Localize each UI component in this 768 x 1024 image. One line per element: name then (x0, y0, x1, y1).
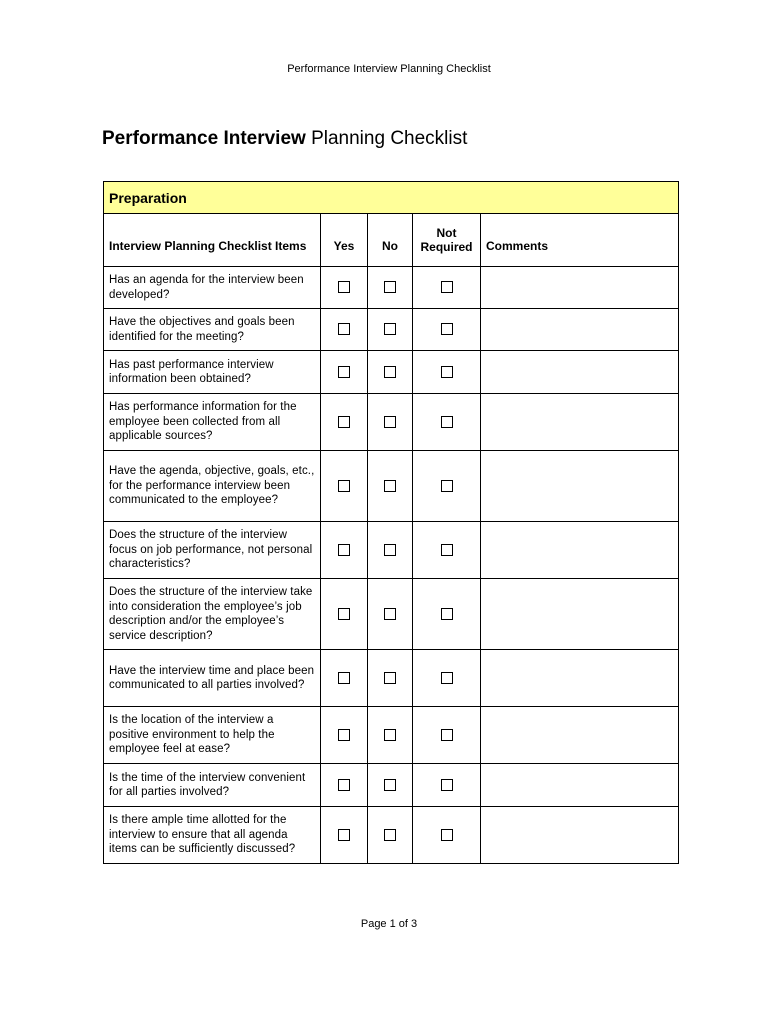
section-header-row (104, 182, 679, 214)
comments-cell[interactable] (481, 451, 679, 522)
comments-cell[interactable] (481, 267, 679, 309)
checkbox-cell-yes (321, 807, 368, 864)
page-title (102, 128, 467, 150)
checkbox-cell-not-required (413, 522, 481, 579)
checkbox-not-required[interactable] (441, 729, 453, 741)
checkbox-no[interactable] (384, 672, 396, 684)
checkbox-not-required[interactable] (441, 544, 453, 556)
comments-cell[interactable] (481, 309, 679, 351)
checklist-item-text: Does the structure of the interview take into consideration the employee’s job description and/or the employee’s service description? (104, 579, 321, 650)
checkbox-not-required[interactable] (441, 779, 453, 791)
table-row (104, 579, 679, 650)
table-row (104, 522, 679, 579)
checkbox-not-required[interactable] (441, 829, 453, 841)
checkbox-cell-not-required (413, 650, 481, 707)
checkbox-yes[interactable] (338, 323, 350, 335)
comments-cell[interactable] (481, 650, 679, 707)
checklist-table (103, 181, 679, 864)
checkbox-cell-not-required (413, 764, 481, 807)
checkbox-cell-no (368, 650, 413, 707)
checkbox-not-required[interactable] (441, 480, 453, 492)
checklist-item-text: Has performance information for the employee been collected from all applicable sources? (104, 394, 321, 451)
checkbox-cell-not-required (413, 579, 481, 650)
checkbox-not-required[interactable] (441, 366, 453, 378)
checkbox-cell-not-required (413, 394, 481, 451)
checkbox-cell-yes (321, 764, 368, 807)
checkbox-no[interactable] (384, 608, 396, 620)
checkbox-cell-yes (321, 650, 368, 707)
checkbox-not-required[interactable] (441, 416, 453, 428)
checkbox-not-required[interactable] (441, 281, 453, 293)
checkbox-cell-no (368, 394, 413, 451)
checkbox-yes[interactable] (338, 366, 350, 378)
checkbox-cell-not-required (413, 267, 481, 309)
table-row (104, 309, 679, 351)
checklist-item-text: Has past performance interview information been obtained? (104, 351, 321, 394)
checkbox-cell-no (368, 522, 413, 579)
checkbox-cell-no (368, 267, 413, 309)
column-header-items: Interview Planning Checklist Items (104, 214, 321, 267)
checklist-item-text: Is the time of the interview convenient for all parties involved? (104, 764, 321, 807)
checkbox-cell-no (368, 309, 413, 351)
checkbox-not-required[interactable] (441, 672, 453, 684)
checklist-item-text: Have the objectives and goals been identified for the meeting? (104, 309, 321, 351)
checkbox-yes[interactable] (338, 480, 350, 492)
checkbox-no[interactable] (384, 729, 396, 741)
checklist-item-text: Does the structure of the interview focus on job performance, not personal characteristics? (104, 522, 321, 579)
checkbox-yes[interactable] (338, 672, 350, 684)
table-row (104, 807, 679, 864)
checkbox-no[interactable] (384, 544, 396, 556)
running-header: Performance Interview Planning Checklist (287, 63, 491, 75)
table-row (104, 707, 679, 764)
comments-cell[interactable] (481, 807, 679, 864)
column-header-not-required-line1: Not (436, 226, 457, 240)
checklist-item-text: Have the interview time and place been communicated to all parties involved? (104, 650, 321, 707)
checkbox-yes[interactable] (338, 729, 350, 741)
checkbox-yes[interactable] (338, 779, 350, 791)
column-header-yes: Yes (321, 214, 368, 267)
checkbox-no[interactable] (384, 416, 396, 428)
checkbox-no[interactable] (384, 281, 396, 293)
checkbox-yes[interactable] (338, 829, 350, 841)
checkbox-cell-no (368, 351, 413, 394)
checkbox-cell-no (368, 764, 413, 807)
checklist-item-text: Has an agenda for the interview been developed? (104, 267, 321, 309)
checklist-item-text: Have the agenda, objective, goals, etc., for the performance interview been communicated to the employee? (104, 451, 321, 522)
table-row (104, 764, 679, 807)
checklist-item-text: Is there ample time allotted for the interview to ensure that all agenda items can be sufficiently discussed? (104, 807, 321, 864)
page-footer: Page 1 of 3 (360, 918, 418, 930)
checkbox-cell-yes (321, 394, 368, 451)
checkbox-cell-yes (321, 309, 368, 351)
checkbox-no[interactable] (384, 829, 396, 841)
table-row (104, 351, 679, 394)
checkbox-cell-no (368, 451, 413, 522)
checkbox-cell-not-required (413, 309, 481, 351)
comments-cell[interactable] (481, 351, 679, 394)
column-header-row (104, 214, 679, 267)
column-header-not-required (413, 214, 481, 267)
checkbox-yes[interactable] (338, 416, 350, 428)
checkbox-cell-not-required (413, 351, 481, 394)
comments-cell[interactable] (481, 707, 679, 764)
checkbox-cell-no (368, 579, 413, 650)
checkbox-yes[interactable] (338, 544, 350, 556)
checkbox-no[interactable] (384, 779, 396, 791)
checkbox-no[interactable] (384, 366, 396, 378)
page-title-bold: Performance Interview (102, 128, 306, 149)
checkbox-cell-yes (321, 451, 368, 522)
table-row (104, 267, 679, 309)
checkbox-cell-no (368, 707, 413, 764)
checkbox-cell-not-required (413, 451, 481, 522)
column-header-not-required-line2: Required (420, 240, 473, 254)
comments-cell[interactable] (481, 764, 679, 807)
checkbox-no[interactable] (384, 323, 396, 335)
table-row (104, 650, 679, 707)
table-row (104, 451, 679, 522)
checkbox-not-required[interactable] (441, 608, 453, 620)
checkbox-not-required[interactable] (441, 323, 453, 335)
checkbox-cell-not-required (413, 807, 481, 864)
checkbox-yes[interactable] (338, 608, 350, 620)
checkbox-cell-yes (321, 267, 368, 309)
page-title-regular: Planning Checklist (305, 128, 468, 149)
checkbox-no[interactable] (384, 480, 396, 492)
comments-cell[interactable] (481, 522, 679, 579)
checkbox-cell-yes (321, 707, 368, 764)
table-row (104, 394, 679, 451)
column-header-no: No (368, 214, 413, 267)
checkbox-cell-not-required (413, 707, 481, 764)
section-title: Preparation (104, 182, 679, 214)
checkbox-yes[interactable] (338, 281, 350, 293)
column-header-comments: Comments (481, 214, 679, 267)
checklist-item-text: Is the location of the interview a positive environment to help the employee feel at ease? (104, 707, 321, 764)
checkbox-cell-yes (321, 579, 368, 650)
checkbox-cell-yes (321, 351, 368, 394)
comments-cell[interactable] (481, 579, 679, 650)
checkbox-cell-yes (321, 522, 368, 579)
comments-cell[interactable] (481, 394, 679, 451)
checkbox-cell-no (368, 807, 413, 864)
